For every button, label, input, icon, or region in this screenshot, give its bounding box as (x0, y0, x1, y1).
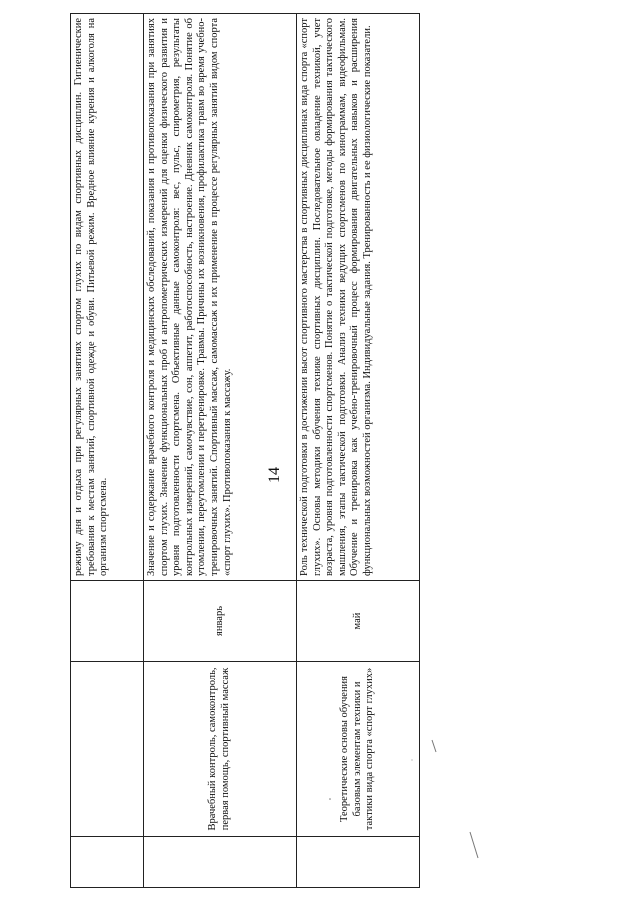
blank-cell (144, 837, 297, 888)
description-cell: Роль технической подготовки в достижении высот спортивного мастерства в спортивных дисциплинах вида спорта «спорт глухих». Основы методики обучения технике спортивных дисциплин. Последовательное овладение техникой, учет возраста, уровня подготовленности спортсменов. Понятие о тактической подготовке, методы формирования тактического мышления, этапы тактической подготовки. Анализ техники ведущих спортсменов по кинограммам, видеофильмам. Обучение и тренировка как учебно-тренировочный процесс формирования двигательных навыков и расширения функциональных возможностей организма. Индивидуальные задания. Тренированность и ее физиологические показатели. (297, 14, 420, 581)
table-row (71, 14, 144, 888)
page-number: 14 (266, 467, 283, 483)
table-row (144, 14, 297, 888)
description-cell: режиму дня и отдыха при регулярных занятиях спортом глухих по видам спортивных дисциплин. Гигиенические требования к местам занятий, спортивной одежде и обуви. Питьевой режим. Вредное влияние курения и алкоголя на организм спортсмена. (71, 14, 144, 581)
topic-cell (71, 662, 144, 837)
topic-cell: Теоретические основы обучения базовым элементам техники и тактики вида спорта «спорт глухих» (297, 662, 420, 837)
month-cell (71, 581, 144, 662)
month-cell: май (297, 581, 420, 662)
month-cell: январь (144, 581, 297, 662)
description-cell: Значение и содержание врачебного контроля и медицинских обследований, показания и противопоказания при занятиях спортом глухих. Значение функциональных проб и антропометрических измерений для оценки физического развития и уровня подготовленности спортсмена. Объективные данные самоконтроля: вес, пульс, спирометрия, результаты контрольных измерений, самочувствие, сон, аппетит, работоспособность, настроение. Дневник самоконтроля. Понятие об утомлении, переутомлении и перетренировке. Травмы. Причины их возникновения, профилактика травм во время учебно-тренировочных занятий. Спортивный массаж, самомассаж и их применение в процессе регулярных занятий видом спорта «спорт глухих». Противопоказания к массажу. (144, 14, 297, 581)
curriculum-table (70, 13, 420, 888)
rotated-page-content (70, 13, 413, 888)
blank-cell (297, 837, 420, 888)
table-row (297, 14, 420, 888)
topic-cell: Врачебный контроль, самоконтроль, первая помощь, спортивный массаж (144, 662, 297, 837)
blank-cell (71, 837, 144, 888)
